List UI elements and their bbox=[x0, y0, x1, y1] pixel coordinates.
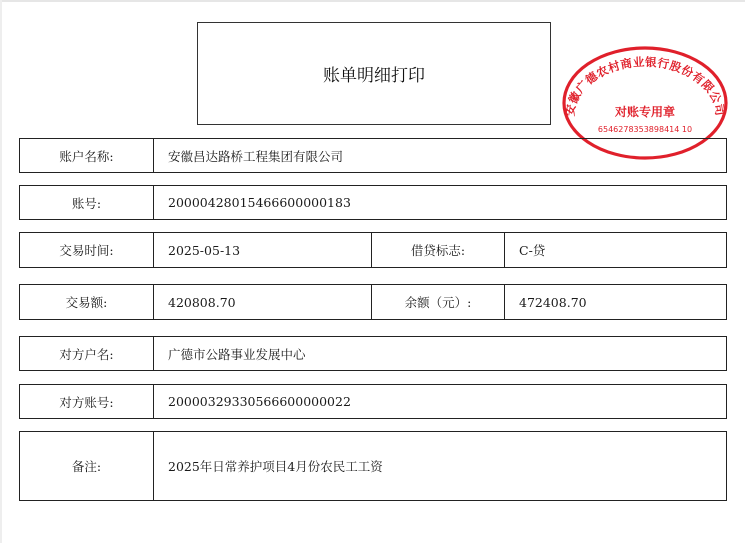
stamp-purpose: 对账专用章 bbox=[614, 105, 676, 119]
page-top-edge bbox=[0, 0, 745, 2]
row-account-number bbox=[19, 185, 727, 220]
balance-value: 472408.70 bbox=[504, 285, 726, 319]
row-counterparty-name bbox=[19, 336, 727, 371]
debit-credit-label: 借贷标志: bbox=[371, 233, 504, 267]
counterparty-account-value: 20000329330566600000022 bbox=[153, 385, 726, 418]
debit-credit-value: C-贷 bbox=[504, 233, 726, 267]
row-amount bbox=[19, 284, 727, 320]
balance-label: 余额（元）: bbox=[371, 285, 504, 319]
amount-label: 交易额: bbox=[65, 295, 108, 310]
row-counterparty-account bbox=[19, 384, 727, 419]
account-name-value: 安徽昌达路桥工程集团有限公司 bbox=[153, 139, 726, 172]
row-transaction-time bbox=[19, 232, 727, 268]
stamp-code: 6546278353898414 10 bbox=[597, 125, 693, 134]
account-name-label: 账户名称: bbox=[59, 148, 114, 164]
page-left-edge bbox=[0, 0, 2, 543]
row-remark bbox=[19, 431, 727, 501]
counterparty-name-label: 对方户名: bbox=[59, 346, 114, 362]
account-number-label: 账号: bbox=[71, 195, 102, 211]
stamp-bank-name: 安徽广德农村商业银行股份有限公司 bbox=[562, 54, 728, 117]
transaction-time-value: 2025-05-13 bbox=[153, 233, 371, 267]
counterparty-account-label: 对方账号: bbox=[59, 394, 114, 410]
counterparty-name-value: 广德市公路事业发展中心 bbox=[153, 337, 726, 370]
account-number-value: 20000428015466600000183 bbox=[153, 186, 726, 219]
remark-value: 2025年日常养护项目4月份农民工工资 bbox=[153, 432, 726, 500]
document-title: 账单明细打印 bbox=[197, 22, 551, 125]
amount-value: 420808.70 bbox=[153, 285, 371, 319]
transaction-time-label: 交易时间: bbox=[59, 243, 114, 258]
remark-label: 备注: bbox=[71, 459, 102, 474]
row-account-name bbox=[19, 138, 727, 173]
